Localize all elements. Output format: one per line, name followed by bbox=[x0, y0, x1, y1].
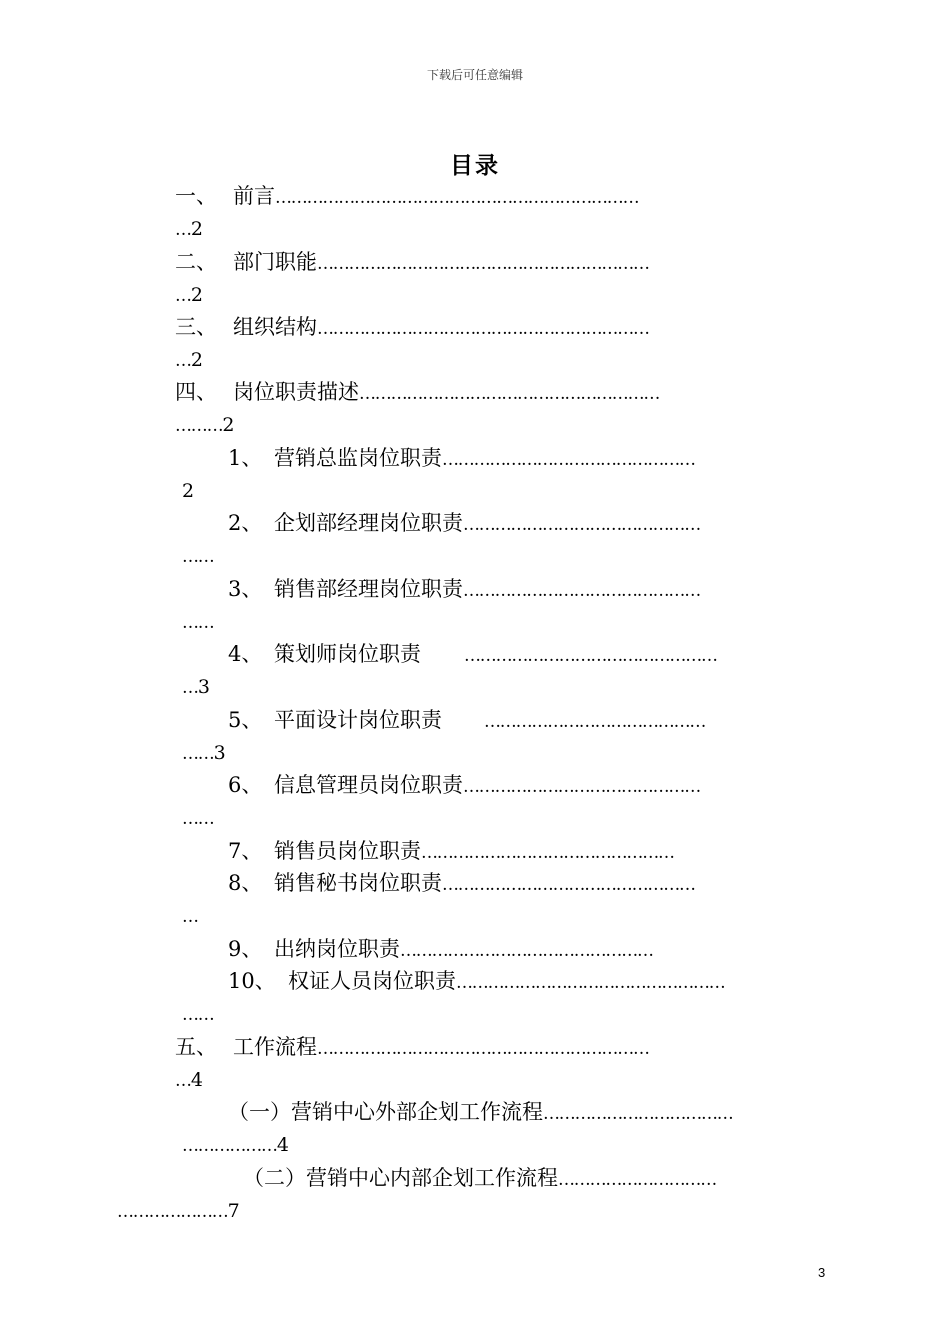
toc-leader-dots: … bbox=[182, 907, 198, 927]
toc-entry-number: （一） bbox=[228, 1100, 291, 1124]
toc-entry-number: 2、 bbox=[228, 511, 263, 535]
toc-leader-dots: ……………………………… bbox=[543, 1104, 733, 1124]
toc-entry-label: 工作流程 bbox=[233, 1035, 317, 1059]
toc-entry-number: （二） bbox=[243, 1166, 306, 1190]
toc-subentry-9[interactable] bbox=[228, 935, 813, 963]
toc-leader-dots: … bbox=[182, 678, 198, 698]
toc-subentry-4-continuation bbox=[182, 672, 210, 700]
toc-leader-dots: ………………………… bbox=[558, 1170, 717, 1190]
toc-page-number: 2 bbox=[222, 414, 235, 436]
toc-entry-3-continuation bbox=[175, 345, 203, 373]
toc-entry-label: 营销中心内部企划工作流程 bbox=[306, 1166, 558, 1190]
toc-entry-label: 信息管理员岗位职责 bbox=[274, 773, 463, 797]
toc-page-number: 2 bbox=[190, 284, 203, 306]
toc-entry-number: 一、 bbox=[175, 184, 217, 208]
toc-leader-dots: ……………………………………… bbox=[463, 581, 701, 601]
toc-subentry-7[interactable] bbox=[228, 837, 835, 865]
toc-entry-label: 营销总监岗位职责 bbox=[274, 446, 442, 470]
toc-subentry-flow-2-continuation bbox=[117, 1196, 240, 1224]
toc-entry-label: 权证人员岗位职责 bbox=[288, 969, 456, 993]
toc-entry-label: 销售员岗位职责 bbox=[274, 839, 421, 863]
toc-leader-dots: ………………………………………… bbox=[442, 450, 695, 470]
toc-leader-dots: ……………………………………… bbox=[463, 515, 701, 535]
toc-subentry-10-continuation bbox=[182, 999, 214, 1027]
toc-leader-dots: …… bbox=[182, 613, 214, 633]
toc-title: 目录 bbox=[450, 153, 500, 179]
toc-leader-dots: …… bbox=[182, 809, 214, 829]
toc-entry-4[interactable] bbox=[175, 378, 835, 406]
toc-leader-dots: ………………… bbox=[117, 1202, 228, 1222]
toc-subentry-6-continuation bbox=[182, 803, 214, 831]
toc-leader-dots: ……………………………………………………… bbox=[317, 1039, 649, 1059]
toc-subentry-8[interactable] bbox=[228, 869, 835, 897]
toc-leader-dots: … bbox=[175, 351, 191, 371]
toc-page-number: 3 bbox=[197, 676, 210, 698]
toc-entry-number: 4、 bbox=[228, 642, 263, 666]
toc-entry-label: 平面设计岗位职责 bbox=[274, 708, 442, 732]
toc-entry-label: 组织结构 bbox=[233, 315, 317, 339]
toc-leader-dots: … bbox=[175, 220, 191, 240]
toc-entry-number: 三、 bbox=[175, 315, 217, 339]
toc-page-number: 2 bbox=[182, 480, 195, 502]
toc-entry-1[interactable] bbox=[175, 182, 835, 210]
toc-leader-dots: ………………………………………… bbox=[421, 843, 674, 863]
toc-subentry-3[interactable] bbox=[228, 575, 835, 603]
toc-entry-5-continuation bbox=[175, 1065, 203, 1093]
toc-entry-number: 8、 bbox=[228, 871, 263, 895]
toc-page-number: 2 bbox=[190, 218, 203, 240]
toc-entry-number: 四、 bbox=[175, 380, 217, 404]
toc-entry-number: 二、 bbox=[175, 250, 217, 274]
toc-subentry-2-continuation bbox=[182, 541, 214, 569]
toc-subentry-6[interactable] bbox=[228, 771, 835, 799]
toc-leader-dots: …………………………………… bbox=[484, 712, 706, 732]
toc-subentry-3-continuation bbox=[182, 607, 214, 635]
toc-entry-label: 销售秘书岗位职责 bbox=[274, 871, 442, 895]
toc-subentry-2[interactable] bbox=[228, 509, 835, 537]
toc-entry-number: 10、 bbox=[228, 969, 276, 993]
toc-leader-dots: ………………………………………… bbox=[400, 941, 653, 961]
toc-entry-number: 五、 bbox=[175, 1035, 217, 1059]
toc-leader-dots: … bbox=[175, 286, 191, 306]
toc-entry-4-continuation bbox=[175, 410, 235, 438]
toc-subentry-5[interactable] bbox=[228, 706, 835, 734]
toc-subentry-flow-1-continuation bbox=[182, 1130, 289, 1158]
toc-leader-dots: …… bbox=[182, 1005, 214, 1025]
toc-entry-3[interactable] bbox=[175, 313, 835, 341]
toc-subentry-5-continuation bbox=[182, 738, 226, 766]
toc-leader-dots: … bbox=[175, 1071, 191, 1091]
toc-entry-2[interactable] bbox=[175, 248, 835, 276]
toc-leader-dots: …………………………………………………………… bbox=[275, 188, 639, 208]
toc-leader-dots: ……… bbox=[175, 416, 223, 436]
toc-subentry-1-continuation bbox=[182, 476, 194, 504]
toc-leader-dots: ……………………………………………………… bbox=[317, 319, 649, 339]
toc-entry-5[interactable] bbox=[175, 1033, 835, 1061]
toc-page-number: 7 bbox=[227, 1200, 240, 1222]
toc-entry-label: 策划师岗位职责 bbox=[274, 642, 421, 666]
toc-subentry-10[interactable] bbox=[228, 967, 835, 995]
page-number: 3 bbox=[818, 1265, 826, 1280]
toc-entry-label: 企划部经理岗位职责 bbox=[274, 511, 463, 535]
toc-leader-dots: …… bbox=[182, 744, 214, 764]
toc-leader-dots: ………………………………………… bbox=[464, 646, 717, 666]
toc-subentry-8-continuation bbox=[182, 901, 198, 929]
toc-subentry-flow-1[interactable] bbox=[228, 1098, 835, 1126]
toc-entry-number: 3、 bbox=[228, 577, 263, 601]
toc-entry-label: 部门职能 bbox=[233, 250, 317, 274]
toc-page-number: 4 bbox=[276, 1134, 289, 1156]
toc-subentry-1[interactable] bbox=[228, 444, 835, 472]
toc-entry-label: 出纳岗位职责 bbox=[274, 937, 400, 961]
toc-leader-dots: ………………………………………… bbox=[442, 875, 695, 895]
toc-entry-number: 9、 bbox=[228, 937, 263, 961]
toc-page-number: 3 bbox=[213, 742, 226, 764]
toc-leader-dots: ………………………………………………… bbox=[359, 384, 660, 404]
toc-entry-number: 5、 bbox=[228, 708, 263, 732]
toc-leader-dots: ……………………………………… bbox=[463, 777, 701, 797]
toc-entry-label: 岗位职责描述 bbox=[233, 380, 359, 404]
header-note: 下载后可任意编辑 bbox=[426, 68, 523, 82]
toc-subentry-4[interactable] bbox=[228, 640, 835, 668]
toc-leader-dots: ……………… bbox=[182, 1136, 277, 1156]
toc-entry-label: 销售部经理岗位职责 bbox=[274, 577, 463, 601]
toc-page-number: 4 bbox=[190, 1069, 203, 1091]
toc-leader-dots: …………………………………………… bbox=[456, 973, 725, 993]
toc-leader-dots: ……………………………………………………… bbox=[317, 254, 649, 274]
toc-entry-number: 7、 bbox=[228, 839, 263, 863]
toc-entry-label: 前言 bbox=[233, 184, 275, 208]
toc-leader-dots: …… bbox=[182, 547, 214, 567]
toc-entry-2-continuation bbox=[175, 280, 203, 308]
toc-entry-1-continuation bbox=[175, 214, 203, 242]
toc-entry-number: 6、 bbox=[228, 773, 263, 797]
toc-page-number: 2 bbox=[190, 349, 203, 371]
toc-subentry-flow-2[interactable] bbox=[243, 1164, 835, 1192]
toc-entry-number: 1、 bbox=[228, 446, 263, 470]
toc-entry-label: 营销中心外部企划工作流程 bbox=[291, 1100, 543, 1124]
